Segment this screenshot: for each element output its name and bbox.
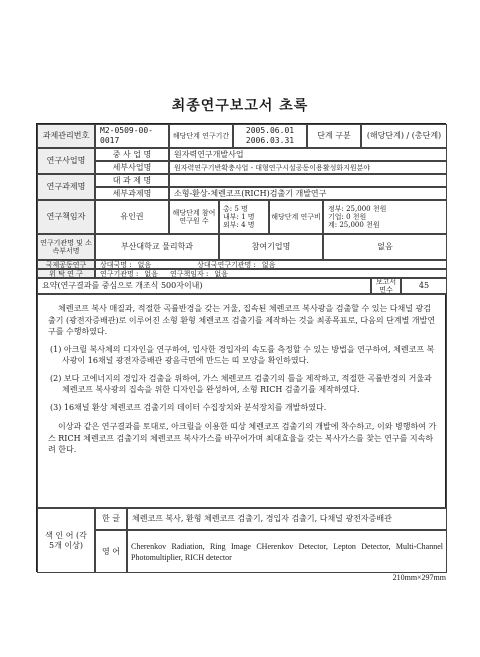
business-label: 연구사업명: [37, 148, 95, 174]
intl-org-value: 없음: [261, 260, 276, 269]
page-title: 최종연구보고서 초록: [171, 98, 309, 114]
keywords-ko-value: 체렌코프 복사, 환형 체렌코프 검출기, 경입자 검출기, 다채널 광전자증배관: [127, 508, 447, 530]
intl-org-label: 상대국연구기관명 :: [197, 260, 256, 269]
report-form: [36, 123, 446, 572]
institution-label: 연구기관명 및 소속부서명: [37, 234, 95, 260]
abstract-item-1: (1) 아크릴 복사체의 디자인을 연구하여, 입사한 경입자의 속도를 측정할 수 있는 방법을 연구하여, 체렌코프 복사광이 16채널 광전자증배관 광음극면에 만드는 띠 모양을 확인하였다.: [50, 344, 435, 365]
researcher-label: 연구책임자: [37, 200, 95, 234]
outsource-head-label: 연구책임자 :: [169, 269, 209, 278]
institution-value: 부산대학교 물리학과: [95, 234, 219, 260]
abstract-conclusion: 이상과 같은 연구결과를 토대로, 아크릴을 이용한 띠상 체렌코프 검출기의 개발에 착수하고, 이와 병행하여 가스 RICH 체렌코프 검출기의 체렌코프 복사가스를 바꾸어가며 최대효율을 갖는 복사가스를 찾는 연구를 지속하려 한다.: [48, 422, 437, 454]
cost-company: 기업: 0 천원: [328, 213, 367, 221]
division-label: 단계 구분: [307, 124, 361, 148]
participants-external: 외부: 4 명: [223, 221, 255, 229]
project-main-value: [169, 174, 447, 187]
outsource-org-value: 없음: [144, 269, 158, 278]
cost-sum: 계: 25,000 천원: [328, 221, 380, 229]
business-main-label: 중 사 업 명: [95, 148, 169, 161]
project-label: 연구과제명: [37, 174, 95, 200]
company-value: 없음: [323, 234, 447, 260]
pages-value: 45: [401, 278, 447, 294]
company-label: 참여기업명: [219, 234, 323, 260]
business-main-value: 원자력연구개발사업: [169, 148, 447, 161]
participants-count: [219, 200, 269, 234]
summary-label: 요약(연구결과를 중심으로 개조식 500자이내): [37, 278, 371, 294]
cost-values: [323, 200, 447, 234]
intl-partner-value: 없음: [137, 260, 152, 269]
project-sub-label: 세부과제명: [95, 187, 169, 200]
keywords-en-value: Cherenkov Radiation, Ring Image CHerenkov Detector, Lepton Detector, Multi-Channel Photomultiplier, RICH detector: [127, 530, 447, 573]
project-no-value: M2-0509-00-0017: [95, 124, 169, 148]
division-value: (해당단계) / (총단계): [361, 124, 447, 148]
project-no-label: 과제관리번호: [37, 124, 95, 148]
abstract-item-2: (2) 보다 고에너지의 경입자 검출을 위하여, 가스 체렌코프 검출기의 틀을 제작하고, 적절한 곡률반경의 거울과 체렌코프 복사광의 집속을 위한 디자인을 완성하여, 소형 RICH 검출기를 제작하였다.: [50, 373, 432, 394]
participants-total: 총: 5 명: [223, 205, 248, 213]
project-main-label: 대 과 제 명: [95, 174, 169, 187]
abstract-item-3: (3) 16채널 환상 체렌코프 검출기의 데이터 수집장치와 분석장치를 개발하였다.: [50, 402, 327, 412]
paper-size: 210mm×297mm: [392, 573, 446, 582]
participants-internal: 내부: 1 명: [223, 213, 255, 221]
outsource-org-label: 연구기관명 :: [100, 269, 139, 278]
cost-label: 해당단계 연구비: [269, 200, 323, 234]
keywords-label: 색 인 어 (각 5개 이상): [37, 508, 95, 573]
period-start: 2005.06.01: [245, 126, 295, 135]
business-sub-label: 세부사업명: [95, 161, 169, 174]
researcher-name: 유인권: [95, 200, 169, 234]
period-end: 2006.03.31: [245, 136, 295, 145]
keywords-ko-label: 한 글: [95, 508, 127, 530]
intl-label: 국제공동연구: [37, 260, 95, 269]
intl-values: [95, 260, 447, 269]
abstract-body: [37, 294, 447, 508]
outsource-values: [95, 269, 447, 278]
outsource-head-value: 없음: [214, 269, 228, 278]
business-sub-value: 원자력연구기반확충사업 - 대형연구시설공동이용활성화지원분야: [169, 161, 447, 174]
keywords-en-label: 영 어: [95, 530, 127, 573]
project-sub-value: 소형-환상-체렌코프(RICH)검출기 개발연구: [169, 187, 447, 200]
stage-period-value: [233, 124, 307, 148]
intl-partner-label: 상대국명 :: [100, 260, 132, 269]
stage-period-label: 해당단계 연구기간: [169, 124, 233, 148]
abstract-intro: 체렌코프 복사 매질과, 적절한 곡률반경을 갖는 거울, 집속된 체렌코프 복사광을 검출할 수 있는 다채널 광검출기 (광전자증배관)로 이루어진 소형 환형 체렌코프 검출기를 제작하는 것을 최종목표로, 다음의 단계별 개발연구를 수행하였다.: [48, 304, 436, 336]
cost-gov: 정부: 25,000 천원: [328, 205, 387, 213]
outsource-label: 위 탁 연 구: [37, 269, 95, 278]
pages-label: 보고서 면수: [371, 278, 401, 294]
participants-label: 해당단계 참여연구원 수: [169, 200, 219, 234]
